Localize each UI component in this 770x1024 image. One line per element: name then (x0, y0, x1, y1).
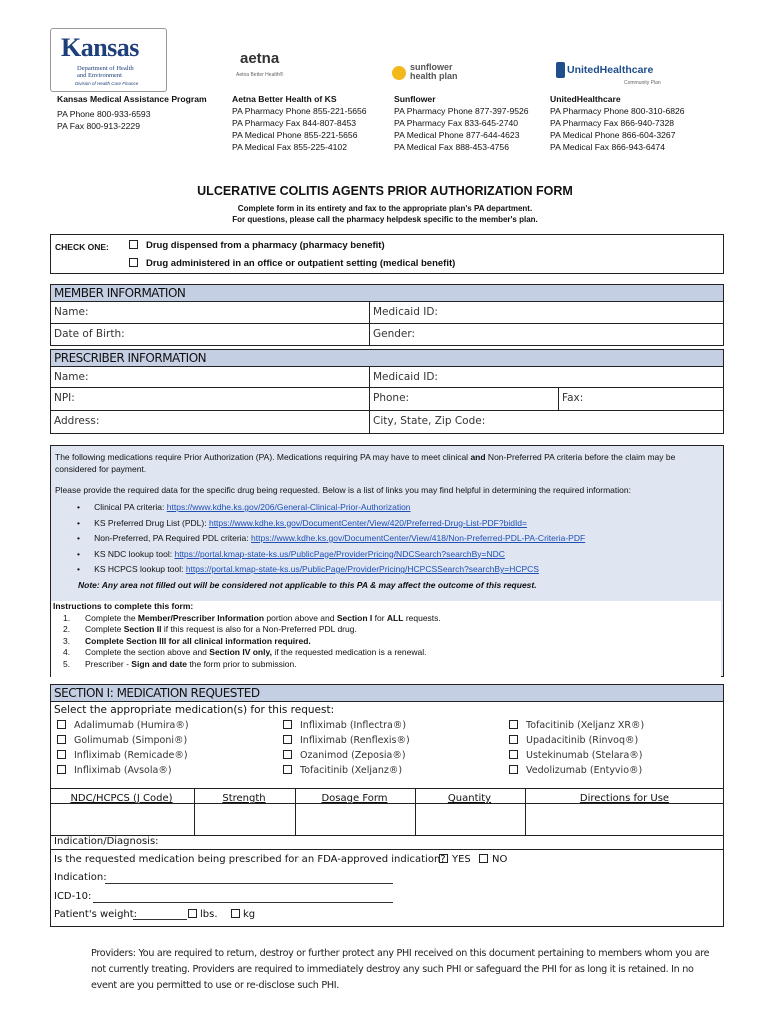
form-subtitle-2: For questions, please call the pharmacy helpdesk specific to the member's plan. (232, 215, 538, 224)
fda-yes-label: YES (452, 854, 471, 865)
member-info-heading: MEMBER INFORMATION (50, 284, 724, 302)
kansas-logo-line2: and Environment (77, 72, 122, 79)
kansas-kdhe-logo (50, 28, 167, 92)
instruction-bold: Section IV only, (209, 647, 272, 657)
med-option-infliximab-remicade[interactable] (57, 748, 189, 763)
instruction-item (51, 624, 721, 636)
plan-line: PA Pharmacy Fax 833-645-2740 (394, 118, 519, 128)
uhc-logo-icon (556, 62, 565, 78)
weight-label: Patient's weight: (54, 909, 138, 920)
pa-intro-and: and (470, 452, 486, 462)
indication-input-line[interactable] (105, 883, 393, 884)
prescriber-npi-field[interactable]: NPI: (54, 392, 75, 404)
instruction-text: if this request is also for a Non-Preferred PDL drug. (161, 624, 357, 634)
pa-note: Note: Any area not filled out will be considered not applicable to this PA & may affect the outcome of this request. (78, 580, 537, 590)
form-subtitle-1: Complete form in its entirety and fax to the appropriate plan's PA department. (237, 204, 533, 213)
instruction-num: 5. (63, 658, 71, 669)
plan-title: UnitedHealthcare (550, 94, 621, 104)
strength-input-cell[interactable] (195, 804, 295, 834)
section1-box (50, 702, 724, 927)
non-preferred-criteria-link[interactable]: https://www.kdhe.ks.gov/DocumentCenter/View/418/Non-Preferred-PDL-PA-Criteria-PDF (251, 533, 586, 543)
link-label: Clinical PA criteria: (94, 502, 165, 512)
meds-col-1 (57, 718, 189, 778)
instruction-item (51, 647, 721, 659)
pa-intro-a: The following medications require Prior Authorization (PA). Medications requiring PA may have to meet clinical (55, 452, 471, 462)
med-option-infliximab-avsola[interactable] (57, 763, 189, 778)
col-header-dosage-form: Dosage Form (321, 793, 388, 804)
med-checkbox[interactable] (509, 750, 518, 759)
kansas-logo-subtitle (77, 65, 134, 79)
plan-line: PA Pharmacy Phone 855-221-5656 (232, 106, 367, 116)
med-checkbox[interactable] (509, 720, 518, 729)
instruction-bold: Complete Section III for all clinical information required. (85, 635, 311, 646)
instruction-num: 4. (63, 647, 71, 657)
pdl-link[interactable]: https://www.kdhe.ks.gov/DocumentCenter/View/420/Preferred-Drug-List-PDF?bidId= (208, 517, 527, 528)
pharmacy-benefit-label: Drug dispensed from a pharmacy (pharmacy benefit) (146, 240, 385, 251)
plan-kmap (57, 93, 207, 132)
med-checkbox[interactable] (283, 720, 292, 729)
med-option-vedolizumab-entyvio[interactable] (509, 763, 644, 778)
plan-line: PA Medical Fax 888-453-4756 (394, 142, 509, 152)
prescriber-fax-field[interactable] (558, 388, 725, 410)
pa-link-item: • Clinical PA criteria: https://www.kdhe.ks.gov/206/General-Clinical-Prior-Authorization (77, 502, 411, 512)
form-title: ULCERATIVE COLITIS AGENTS PRIOR AUTHORIZATION FORM (197, 184, 573, 198)
prescriber-city-field[interactable] (369, 411, 725, 433)
pa-link-item: • KS Preferred Drug List (PDL): https://www.kdhe.ks.gov/DocumentCenter/View/420/Preferred-Drug-List-PDF?bidId= (77, 517, 527, 528)
plan-line: PA Phone 800-933-6593 (57, 109, 151, 119)
plan-title: Aetna Better Health of KS (232, 94, 337, 104)
plan-sunflower (394, 93, 529, 153)
directions-input-cell[interactable] (526, 804, 723, 834)
med-option-golimumab-simponi[interactable] (57, 733, 189, 748)
instruction-text: for (372, 612, 387, 623)
member-gender-field[interactable] (369, 324, 725, 345)
uhc-logo-sub: Community Plan (624, 80, 661, 86)
sunflower-logo-line1: sunflower (410, 62, 453, 72)
plan-line: PA Pharmacy Phone 800-310-6826 (550, 106, 685, 116)
instruction-bold: Section I (336, 612, 373, 623)
dosage-form-input-cell[interactable] (296, 804, 415, 834)
weight-input-line[interactable] (133, 919, 187, 920)
instruction-text: portion above and (264, 612, 337, 623)
plan-aetna (232, 93, 367, 153)
lbs-checkbox[interactable] (188, 909, 197, 918)
med-option-tofacitinib-xeljanz[interactable] (283, 763, 410, 778)
pa-intro-paragraph (55, 452, 719, 475)
kg-label: kg (243, 909, 256, 920)
plan-line: PA Medical Fax 866-943-6474 (550, 142, 665, 152)
prescriber-city-label: City, State, Zip Code: (373, 415, 486, 427)
check-one-label: CHECK ONE: (55, 242, 109, 252)
med-label: Tofacitinib (Xeljanz®) (300, 765, 403, 776)
member-medicaid-id-label: Medicaid ID: (373, 306, 438, 318)
med-checkbox[interactable] (283, 765, 292, 774)
icd10-input-line[interactable] (93, 902, 393, 903)
fda-yes-option[interactable] (439, 854, 471, 865)
plan-line: PA Medical Phone 855-221-5656 (232, 130, 358, 140)
prescriber-row-3 (50, 411, 724, 434)
kansas-logo-division: Division of Health Care Finance (75, 81, 139, 86)
weight-lbs-option[interactable] (188, 909, 218, 920)
weight-kg-option[interactable] (231, 909, 255, 920)
sunflower-logo-line2: health plan (410, 71, 458, 81)
med-checkbox[interactable] (509, 735, 518, 744)
med-checkbox[interactable] (57, 765, 66, 774)
indication-divider (51, 849, 723, 850)
instruction-bold: Member/Prescriber Information (137, 612, 265, 623)
med-label: Golimumab (Simponi®) (74, 735, 188, 746)
instruction-text: requests. (403, 612, 441, 623)
sunflower-logo (410, 63, 458, 81)
medical-benefit-checkbox[interactable] (129, 258, 138, 267)
indication-heading: Indication/Diagnosis: (54, 836, 159, 847)
member-dob-field[interactable]: Date of Birth: (54, 328, 125, 340)
pa-intro-c: Non-Preferred PA criteria before the claim may be considered for payment. (55, 452, 676, 474)
prescriber-row-1 (50, 367, 724, 388)
fda-no-label: NO (492, 854, 508, 865)
plan-line: PA Pharmacy Phone 877-397-9526 (394, 106, 529, 116)
fda-question: Is the requested medication being prescribed for an FDA-approved indication? (54, 854, 446, 865)
prescriber-name-field[interactable]: Name: (54, 371, 89, 383)
meds-col-3 (509, 718, 644, 778)
med-option-infliximab-inflectra[interactable] (283, 718, 410, 733)
prescriber-medicaid-id-field[interactable] (369, 367, 725, 387)
ndc-input-cell[interactable] (51, 804, 194, 834)
plan-uhc (550, 93, 685, 153)
med-label: Infliximab (Renflexis®) (300, 735, 410, 746)
pa-link-item: • KS NDC lookup tool: https://portal.kmap-state-ks.us/PublicPage/ProviderPricing/NDCSearch?searchBy=NDC (77, 548, 505, 559)
member-gender-label: Gender: (373, 328, 416, 340)
instruction-text: if the requested medication is a renewal. (271, 647, 427, 657)
med-checkbox[interactable] (57, 735, 66, 744)
plan-line: PA Pharmacy Fax 844-807-8453 (232, 118, 357, 128)
kansas-logo-word: Kansas (61, 33, 139, 62)
aetna-logo-sub: Aetna Better Health® (236, 72, 284, 78)
med-option-adalimumab-humira[interactable] (57, 718, 189, 733)
instruction-bold: ALL (386, 612, 404, 623)
prescriber-address-field[interactable]: Address: (54, 415, 100, 427)
fda-no-checkbox[interactable] (479, 854, 488, 863)
med-option-ozanimod-zeposia[interactable] (283, 748, 410, 763)
instruction-text: Complete (85, 624, 124, 634)
instruction-text: Prescriber - (85, 658, 132, 669)
med-label: Ozanimod (Zeposia®) (300, 750, 406, 761)
plan-line: PA Medical Phone 866-604-3267 (550, 130, 676, 140)
med-label: Adalimumab (Humira®) (74, 720, 189, 731)
fda-yes-checkbox[interactable] (439, 854, 448, 863)
instruction-num: 1. (63, 612, 71, 623)
med-checkbox[interactable] (283, 750, 292, 759)
fda-no-option[interactable] (479, 854, 507, 865)
med-label: Infliximab (Inflectra®) (300, 720, 407, 731)
med-checkbox[interactable] (57, 720, 66, 729)
plan-line: PA Medical Fax 855-225-4102 (232, 142, 347, 152)
ndc-lookup-link[interactable]: https://portal.kmap-state-ks.us/PublicPage/ProviderPricing/NDCSearch?searchBy=NDC (174, 548, 505, 559)
link-label: KS HCPCS lookup tool: (94, 564, 184, 574)
instructions-block (51, 601, 721, 677)
instruction-text: Complete the (85, 612, 138, 623)
instruction-bold: Sign and date (131, 658, 188, 669)
benefit-option-pharmacy[interactable] (129, 240, 385, 251)
select-medication-label: Select the appropriate medication(s) for this request: (54, 704, 335, 716)
member-medicaid-id-field[interactable] (369, 302, 725, 323)
med-label: Infliximab (Avsola®) (74, 765, 172, 776)
member-name-field[interactable]: Name: (54, 306, 89, 318)
kg-checkbox[interactable] (231, 909, 240, 918)
link-label: KS NDC lookup tool: (94, 548, 173, 559)
plan-line: PA Fax 800-913-2229 (57, 121, 140, 131)
instruction-item (51, 659, 721, 671)
plan-title: Kansas Medical Assistance Program (57, 94, 207, 104)
prescriber-info-heading: PRESCRIBER INFORMATION (50, 349, 724, 367)
medical-benefit-label: Drug administered in an office or outpatient setting (medical benefit) (146, 258, 456, 269)
med-option-ustekinumab-stelara[interactable] (509, 748, 644, 763)
link-label: KS Preferred Drug List (PDL): (94, 517, 207, 528)
med-option-infliximab-renflexis[interactable] (283, 733, 410, 748)
med-checkbox[interactable] (57, 750, 66, 759)
col-header-quantity: Quantity (447, 793, 492, 804)
prescriber-fax-label: Fax: (562, 392, 584, 404)
indication-label: Indication: (54, 872, 107, 883)
quantity-input-cell[interactable] (416, 804, 525, 834)
prescriber-medicaid-id-label: Medicaid ID: (373, 371, 438, 383)
pa-link-list (77, 502, 585, 580)
prescriber-phone-label: Phone: (373, 392, 410, 404)
aetna-logo: aetna (240, 50, 280, 67)
col-header-strength: Strength (222, 793, 266, 804)
plan-title: Sunflower (394, 94, 436, 104)
benefit-option-medical[interactable] (129, 258, 455, 269)
member-row-1 (50, 302, 724, 324)
section1-heading: SECTION I: MEDICATION REQUESTED (50, 684, 724, 702)
med-option-tofacitinib-xeljanz-xr[interactable] (509, 718, 644, 733)
pharmacy-benefit-checkbox[interactable] (129, 240, 138, 249)
lbs-label: lbs. (200, 909, 218, 920)
kansas-logo-line1: Department of Health (77, 65, 134, 72)
instruction-num: 2. (63, 624, 71, 634)
instruction-bold: Section II (123, 624, 162, 634)
prescriber-row-2 (50, 388, 724, 411)
med-checkbox[interactable] (509, 765, 518, 774)
med-label: Upadacitinib (Rinvoq®) (526, 735, 639, 746)
med-checkbox[interactable] (283, 735, 292, 744)
med-option-upadacitinib-rinvoq[interactable] (509, 733, 644, 748)
member-row-2 (50, 324, 724, 346)
instruction-item (51, 613, 721, 625)
hcpcs-lookup-link[interactable]: https://portal.kmap-state-ks.us/PublicPage/ProviderPricing/HCPCSSearch?searchBy=HCPCS (185, 564, 539, 574)
med-label: Infliximab (Remicade®) (74, 750, 188, 761)
instruction-num: 3. (63, 635, 71, 646)
col-header-ndc: NDC/HCPCS (J Code) (70, 793, 173, 804)
uhc-logo: UnitedHealthcare (567, 64, 654, 76)
icd10-label: ICD-10: (54, 891, 92, 902)
sunflower-logo-icon (392, 66, 406, 80)
med-label: Ustekinumab (Stelara®) (526, 750, 643, 761)
plan-line: PA Medical Phone 877-644-4623 (394, 130, 520, 140)
pa-link-item: • Non-Preferred, PA Required PDL criteria: https://www.kdhe.ks.gov/DocumentCenter/View/418/Non-Preferred-PDL-PA-Criteria-PDF (77, 533, 586, 543)
plan-line: PA Pharmacy Fax 866-940-7328 (550, 118, 675, 128)
phi-footer-notice: Providers: You are required to return, destroy or further protect any PHI received on this document pertaining to members whom you are not currently treating. Providers are required to immediately destroy any such PHI or safeguard the PHI for as long it is retained. In no event are you permitted to use or re-disclose such PHI. (91, 948, 710, 991)
pa-link-item: • KS HCPCS lookup tool: https://portal.kmap-state-ks.us/PublicPage/ProviderPricing/HCPCSSearch?searchBy=HCPCS (77, 564, 539, 574)
instruction-item (51, 636, 721, 648)
prescriber-phone-field[interactable] (369, 388, 558, 410)
med-label: Vedolizumab (Entyvio®) (526, 765, 643, 776)
meds-col-2 (283, 718, 410, 778)
med-label: Tofacitinib (Xeljanz XR®) (526, 720, 645, 731)
instructions-title: Instructions to complete this form: (53, 601, 194, 611)
instruction-text: the form prior to submission. (187, 658, 297, 669)
check-one-box (50, 234, 724, 274)
col-header-directions: Directions for Use (579, 793, 670, 804)
link-label: Non-Preferred, PA Required PDL criteria: (94, 533, 249, 543)
pa-data-paragraph: Please provide the required data for the specific drug being requested. Below is a list of links you may find helpful in determining the required information: (55, 485, 631, 495)
pa-info-box (50, 445, 724, 677)
clinical-pa-criteria-link[interactable]: https://www.kdhe.ks.gov/206/General-Clinical-Prior-Authorization (166, 502, 411, 512)
instruction-text: Complete the section above and (85, 647, 210, 657)
